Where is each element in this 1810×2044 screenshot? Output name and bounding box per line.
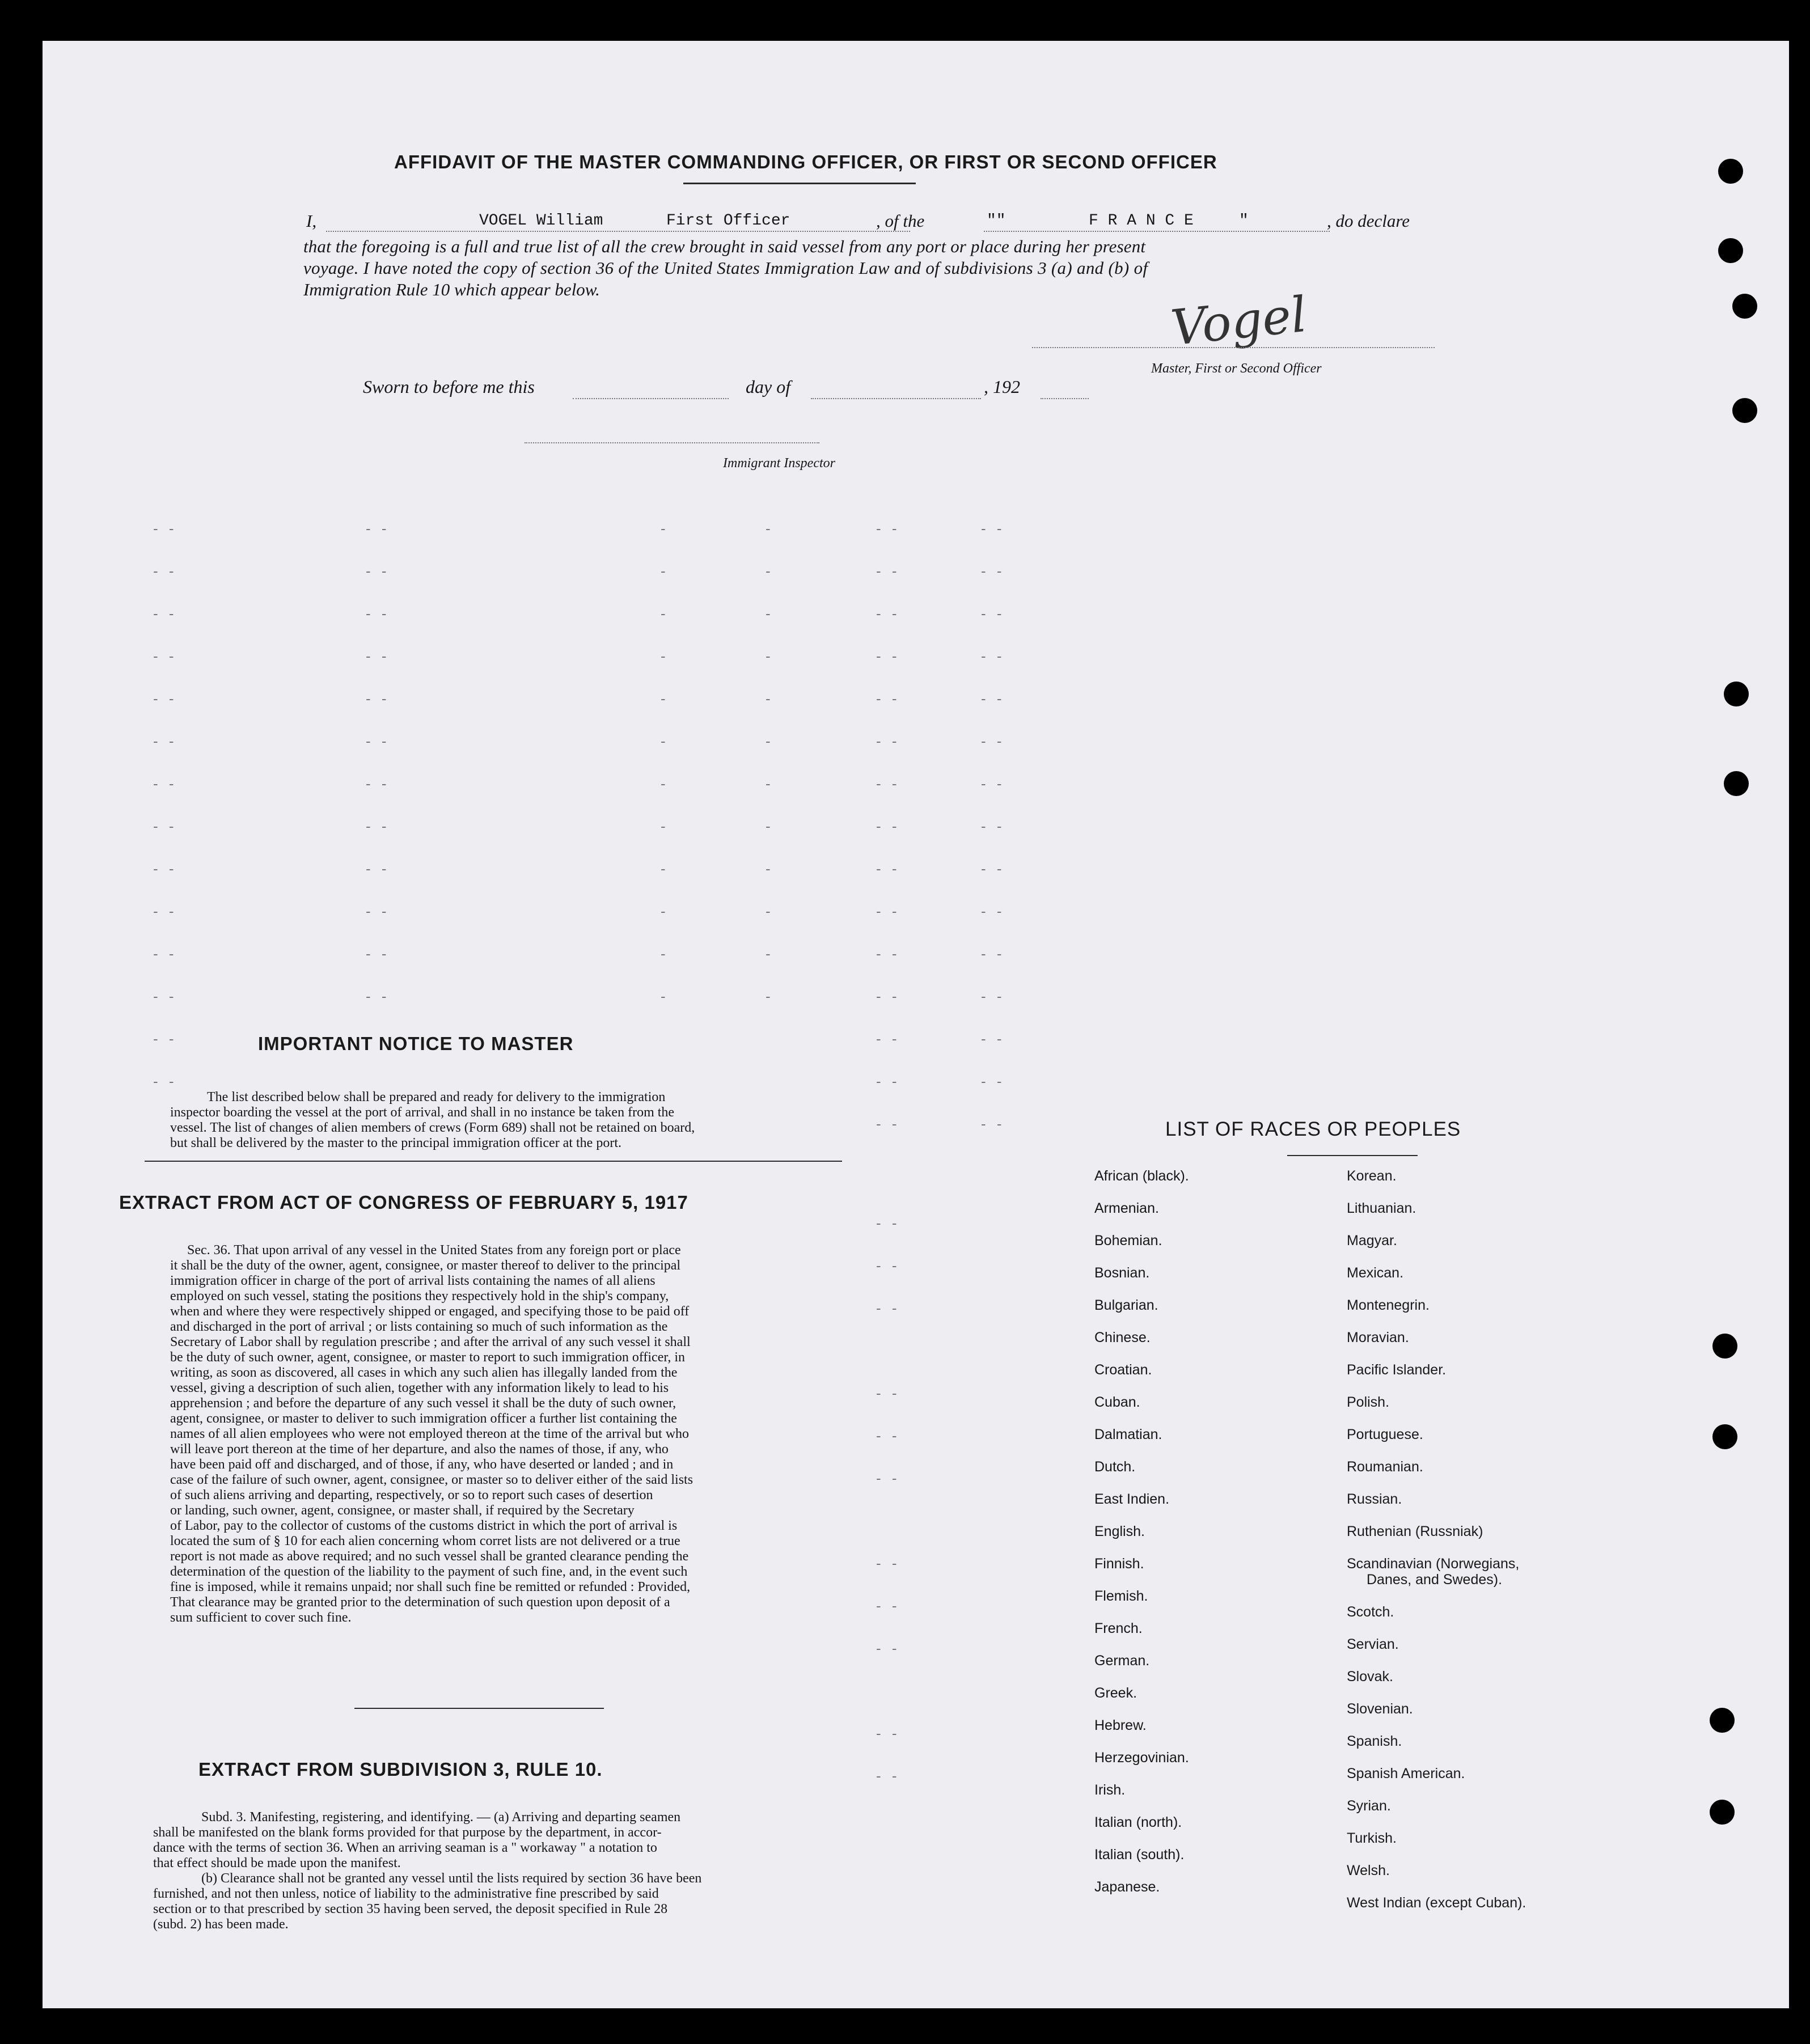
do-declare-label: , do declare — [1327, 211, 1410, 231]
punch-hole — [1712, 1334, 1737, 1359]
ship-quote-close: " — [1239, 212, 1249, 230]
rule-line: (b) Clearance shall not be granted any vessel until the lists required by section 36 have been — [201, 1871, 702, 1886]
act-line: immigration officer in charge of the port of arrival lists containing the names of all aliens — [170, 1273, 656, 1288]
act-line: or landing, such owner, agent, consignee, or master shall, if required by the Secretary — [170, 1503, 635, 1518]
signature-caption: Master, First or Second Officer — [1151, 361, 1322, 376]
punch-hole — [1710, 1800, 1735, 1825]
race-item: Japanese. — [1094, 1879, 1160, 1895]
officer-name: VOGEL William — [479, 212, 603, 230]
race-item: Dalmatian. — [1094, 1427, 1162, 1442]
ship-name: F R A N C E — [1089, 212, 1194, 230]
rule-line: dance with the terms of section 36. When an arriving seaman is a " workaway " a notation to — [153, 1840, 657, 1855]
race-item: Russian. — [1347, 1491, 1402, 1507]
act-line: apprehension ; and before the departure of any such vessel it shall be the duty of such owner, — [170, 1396, 676, 1411]
punch-hole — [1710, 1708, 1735, 1733]
notice-line: The list described below shall be prepared and ready for delivery to the immigration — [207, 1090, 666, 1104]
act-line: writing, as soon as discovered, all cases in which any such alien has illegally landed from the — [170, 1365, 678, 1380]
race-item: Herzegovinian. — [1094, 1750, 1189, 1766]
race-item: Dutch. — [1094, 1459, 1136, 1475]
act-line: located the sum of § 10 for each alien concerning whom corret lists are not delivered or a true — [170, 1534, 680, 1548]
race-item: Chinese. — [1094, 1330, 1151, 1345]
affidavit-text-line1: that the foregoing is a full and true list of all the crew brought in said vessel from any port or place during her present — [303, 236, 1146, 256]
notice-line: but shall be delivered by the master to the principal immigration officer at the port. — [170, 1136, 621, 1150]
act-line: will leave port thereon at the time of her departure, and also the names of those, if any, who — [170, 1442, 669, 1457]
punch-hole — [1732, 294, 1757, 319]
officer-signature: Vogel — [1168, 286, 1310, 357]
rule-line: that effect should be made upon the manifest. — [153, 1856, 401, 1871]
of-the-label: , of the — [876, 211, 925, 231]
sworn-text: Sworn to before me this — [363, 376, 535, 397]
act-line: and discharged in the port of arrival ; or lists containing so much of such information as the — [170, 1319, 668, 1334]
race-item: Flemish. — [1094, 1588, 1148, 1604]
race-item: Bohemian. — [1094, 1233, 1162, 1249]
officer-rank: First Officer — [666, 212, 790, 230]
act-line: That clearance may be granted prior to the determination of such question upon deposit of a — [170, 1595, 670, 1610]
race-item: Hebrew. — [1094, 1717, 1147, 1733]
race-item: Irish. — [1094, 1782, 1126, 1798]
race-item: West Indian (except Cuban). — [1347, 1895, 1526, 1911]
races-title-underline — [1287, 1155, 1418, 1156]
race-item: Bulgarian. — [1094, 1297, 1158, 1313]
ship-name-line — [984, 231, 1330, 232]
act-extract-title: EXTRACT FROM ACT OF CONGRESS OF FEBRUARY 5, 1917 — [119, 1192, 688, 1213]
act-line: report is not made as above required; and no such vessel shall be granted clearance pending the — [170, 1549, 689, 1564]
affidavit-i-label: I, — [306, 211, 317, 231]
race-item: Scandinavian (Norwegians, — [1347, 1556, 1520, 1572]
rule-line: shall be manifested on the blank forms provided for that purpose by the department, in accor- — [153, 1825, 662, 1840]
race-item: Syrian. — [1347, 1798, 1391, 1814]
signature-line — [1032, 347, 1435, 348]
race-item: East Indien. — [1094, 1491, 1170, 1507]
notice-divider — [145, 1161, 842, 1162]
rule-line: furnished, and not then unless, notice of liability to the administrative fine prescribed by said — [153, 1886, 659, 1901]
punch-hole — [1732, 398, 1757, 423]
race-item: Danes, and Swedes). — [1367, 1572, 1503, 1588]
affidavit-text-line2: voyage. I have noted the copy of section 36 of the United States Immigration Law and of subdivisions 3 (a) and (b) of — [303, 258, 1148, 278]
race-item: Spanish. — [1347, 1733, 1402, 1749]
act-line: sum sufficient to cover such fine. — [170, 1610, 352, 1625]
race-item: Lithuanian. — [1347, 1200, 1416, 1216]
act-line: be the duty of such owner, agent, consignee, or master to report to such immigration officer, in — [170, 1350, 686, 1365]
punch-hole — [1712, 1424, 1737, 1449]
race-item: Montenegrin. — [1347, 1297, 1430, 1313]
races-title: LIST OF RACES OR PEOPLES — [1165, 1118, 1461, 1140]
race-item: Servian. — [1347, 1636, 1399, 1652]
race-item: Roumanian. — [1347, 1459, 1423, 1475]
race-item: Mexican. — [1347, 1265, 1404, 1281]
notice-title: IMPORTANT NOTICE TO MASTER — [258, 1033, 574, 1054]
punch-hole — [1724, 771, 1749, 796]
sworn-month-line — [811, 398, 981, 399]
act-line: case of the failure of such owner, agent, consignee, or master so to deliver either of the said lists — [170, 1472, 693, 1487]
act-line: it shall be the duty of the owner, agent, consignee, or master thereof to deliver to the principal — [170, 1258, 681, 1273]
officer-name-line — [326, 231, 910, 232]
race-item: Armenian. — [1094, 1200, 1159, 1216]
act-line: when and where they were respectively shipped or engaged, and specifying those to be paid off — [170, 1304, 690, 1319]
race-item: German. — [1094, 1653, 1150, 1669]
rule-line: (subd. 2) has been made. — [153, 1917, 289, 1932]
race-item: African (black). — [1094, 1168, 1189, 1184]
act-line: Secretary of Labor shall by regulation prescribe ; and after the arrival of any such vessel it shall — [170, 1335, 691, 1349]
act-line: vessel, giving a description of such alien, together with any information likely to lead to his — [170, 1381, 669, 1395]
race-item: Welsh. — [1347, 1863, 1390, 1878]
race-item: Bosnian. — [1094, 1265, 1150, 1281]
notice-line: vessel. The list of changes of alien members of crews (Form 689) shall not be retained on board, — [170, 1120, 695, 1135]
race-item: Slovenian. — [1347, 1701, 1413, 1717]
race-item: Moravian. — [1347, 1330, 1409, 1345]
race-item: Greek. — [1094, 1685, 1137, 1701]
punch-hole — [1718, 238, 1743, 263]
race-item: Portuguese. — [1347, 1427, 1423, 1442]
notice-line: inspector boarding the vessel at the port of arrival, and shall in no instance be taken from the — [170, 1105, 675, 1120]
race-item: Italian (north). — [1094, 1814, 1182, 1830]
races-left-column — [1094, 1168, 1189, 1911]
race-item: Slovak. — [1347, 1669, 1393, 1685]
race-item: Ruthenian (Russniak) — [1347, 1524, 1483, 1539]
title-underline — [683, 183, 916, 184]
race-item: Spanish American. — [1347, 1766, 1465, 1781]
race-item: Polish. — [1347, 1394, 1390, 1410]
act-line: have been paid off and discharged, and of those, if any, who have deserted or landed ; and in — [170, 1457, 674, 1472]
act-line: of such aliens arriving and departing, respectively, or so to report such cases of desertion — [170, 1488, 653, 1503]
sworn-year-line — [1041, 398, 1089, 399]
rule-line: Subd. 3. Manifesting, registering, and identifying. — (a) Arriving and departing seamen — [201, 1810, 681, 1825]
race-item: Magyar. — [1347, 1233, 1397, 1249]
inspector-caption: Immigrant Inspector — [723, 456, 835, 471]
act-line: determination of the question of the liability to the payment of such fine, and, in the event such — [170, 1564, 688, 1579]
race-item: Korean. — [1347, 1168, 1397, 1184]
race-item: Cuban. — [1094, 1394, 1140, 1410]
race-item: Turkish. — [1347, 1830, 1397, 1846]
sworn-day-line — [573, 398, 729, 399]
act-divider — [354, 1708, 604, 1709]
year-prefix: , 192 — [984, 376, 1020, 397]
act-line: fine is imposed, while it remains unpaid; nor shall such fine be remitted or refunded : Provided, — [170, 1580, 691, 1594]
ship-quote-open: "" — [987, 212, 1006, 230]
inspector-line — [525, 442, 819, 443]
race-item: Pacific Islander. — [1347, 1362, 1447, 1378]
race-item: Croatian. — [1094, 1362, 1152, 1378]
affidavit-text-line3: Immigration Rule 10 which appear below. — [303, 280, 600, 299]
act-line: of Labor, pay to the collector of customs of the customs district in which the port of arrival is — [170, 1518, 678, 1533]
race-item: Finnish. — [1094, 1556, 1144, 1572]
punch-hole — [1724, 682, 1749, 706]
act-line: employed on such vessel, stating the positions they respectively hold in the ship's company, — [170, 1289, 669, 1304]
race-item: English. — [1094, 1524, 1145, 1539]
rule-line: section or to that prescribed by section 35 having been served, the deposit specified in Rule 28 — [153, 1902, 668, 1916]
race-item: Italian (south). — [1094, 1847, 1185, 1863]
punch-hole — [1718, 159, 1743, 184]
document-page: AFFIDAVIT OF THE MASTER COMMANDING OFFICER, OR FIRST OR SECOND OFFICER I, VOGEL William First Officer , of the "" F R A N C E " , do declare that the foregoing is a full and true list of all the crew brought in said vessel from any port or place during her present voyage. I have noted the copy of section 36 of the United States Immigration Law and of subdivisions 3 (a) and (b) of Immigration Rule 10 which appear below. Vogel Master, First or Second Officer Sworn to before me this day of , 192 Immigrant Inspector - - - - - - - - - - - - - - - - - - - - - - - - - - - - - - - - - - - - - - - - - - - - - - - - - - - - - - - - - - - - - - - - - - - - - - - - - - - - - - - - - - - - - - - - - - - - - - - - - - - - - - - - - - - - - - - - - - - - - - - - - - - - - - - - - - - - - - - - - - - - - - - - - - - - - - - - - - - - - - IMPORTANT NOTICE TO MASTER The list described below shall be prepared and ready for delivery to the immigration inspector boarding the vessel at the port of arrival, and shall in no instance be taken from the vessel. The list of changes of alien members of crews (Form 689) shall not be retained on board, but shall be delivered by the master to the principal immigration officer at the port. EXTRACT FROM ACT OF CONGRESS OF FEBRUARY 5, 1917 Sec. 36. That upon arrival of any vessel in the United States from any foreign port or place it shall be the duty of the owner, agent, consignee, or master thereof to deliver to the principal immigration officer in charge of the port of arrival lists containing the names of all aliens employed on such vessel, stating the positions they respectively hold in the ship's company, when and where they were respectively shipped or engaged, and specifying those to be paid off and discharged in the port of arrival ; or lists containing so much of such information as the Secretary of Labor shall by regulation prescribe ; and after the arrival of any such vessel it shall be the duty of such owner, agent, consignee, or master to report to such immigration officer, in writing, as soon as discovered, all cases in which any such alien has illegally landed from the vessel, giving a description of such alien, together with any information likely to lead to his apprehension ; and before the departure of any such vessel it shall be the duty of such owner, agent, consignee, or master to deliver to such immigration officer a further list containing the names of all alien employees who were not employed thereon at the time of the arrival but who will leave port thereon at the time of her departure, and also the names of those, if any, who have been paid off and discharged, and of those, if any, who have deserted or landed ; and in case of the failure of such owner, agent, consignee, or master so to deliver either of the said lists of such aliens arriving and departing, respectively, or so to report such cases of desertion or landing, such owner, agent, consignee, or master shall, if required by the Secretary of Labor, pay to the collector of customs of the customs district in which the port of arrival is located the sum of § 10 for each alien concerning whom corret lists are not delivered or a true report is not made as above required; and no such vessel shall be granted clearance pending the determination of the question of the liability to the payment of such fine, and, in the event such fine is imposed, while it remains unpaid; nor shall such fine be remitted or refunded : Provided, That clearance may be granted prior to the determination of such question upon deposit of a sum sufficient to cover such fine. EXTRACT FROM SUBDIVISION 3, RULE 10. Subd. 3. Manifesting, registering, and identifying. — (a) Arriving and departing seamen shall be manifested on the blank forms provided for that purpose by the department, in accor- dance with the terms of section 36. When an arriving seaman is a " workaway " a notation to that effect should be made upon the manifest. (b) Clearance shall not be granted any vessel until the lists required by section 36 have been furnished, and not then unless, notice of liability to the administrative fine prescribed by said section or to that prescribed by section 35 having been served, the deposit specified in Rule 28 (subd. 2) has been made. LIST OF RACES OR PEOPLES African (black). Armenian. Bohemian. Bosnian. Bulgarian. Chinese. Croatian. Cuban. Dalmatian. Dutch. East Indien. English. Finnish. Flemish. French. German. Greek. Hebrew. Herzegovinian. Irish. Italian (north). Italian (south). Japanese. Korean. Lithuanian. Magyar. Mexican. Montenegrin. Moravian. Pacific Islander. Polish. Portuguese. Roumanian. Russian. Ruthenian (Russniak) Scandinavian (Norwegians, Danes, and Swedes). Scotch. Servian. Slovak. Slovenian. Spanish. Spanish American. Syrian. Turkish. Welsh. West Indian (except Cuban). — [43, 41, 1789, 2008]
rule-extract-title: EXTRACT FROM SUBDIVISION 3, RULE 10. — [198, 1759, 603, 1780]
race-item: French. — [1094, 1620, 1143, 1636]
race-item: Scotch. — [1347, 1604, 1394, 1620]
act-line: names of all alien employees who were not employed thereon at the time of the arrival but who — [170, 1427, 690, 1441]
day-of-label: day of — [746, 376, 791, 397]
act-line: Sec. 36. That upon arrival of any vessel in the United States from any foreign port or place — [187, 1243, 681, 1258]
affidavit-title: AFFIDAVIT OF THE MASTER COMMANDING OFFICER, OR FIRST OR SECOND OFFICER — [394, 151, 1217, 172]
act-line: agent, consignee, or master to deliver to such immigration officer a further list containing the — [170, 1411, 677, 1426]
